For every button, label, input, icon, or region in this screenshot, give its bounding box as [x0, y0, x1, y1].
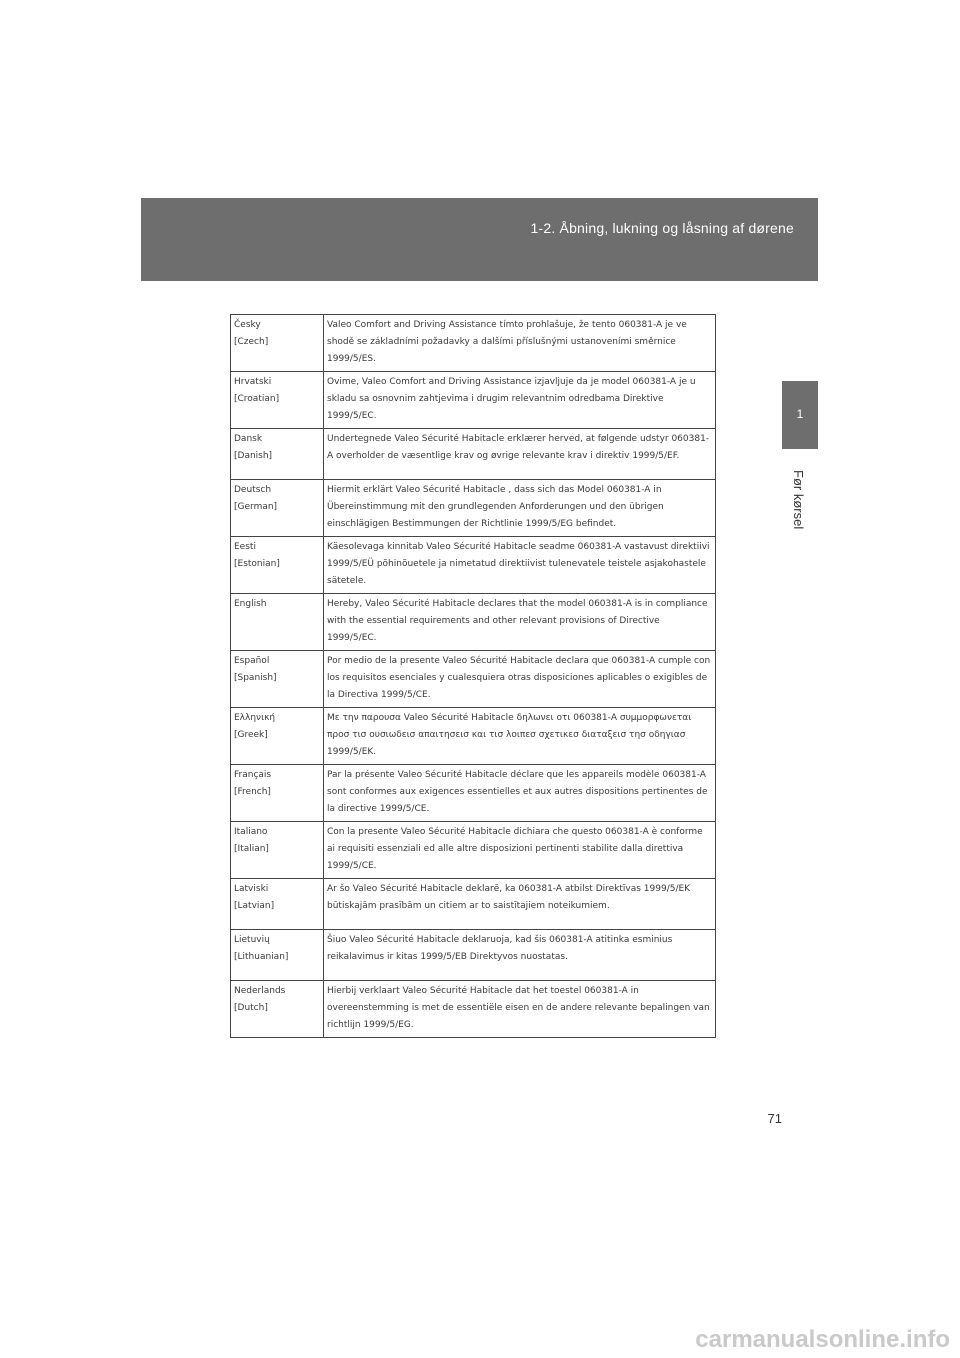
- language-cell: [231, 708, 324, 765]
- table-row: [231, 822, 716, 879]
- language-name: Ελληνική: [234, 713, 276, 723]
- watermark: carmanualsonline.info: [695, 1326, 950, 1353]
- declaration-text: Hiermit erklärt Valeo Sécurité Habitacle , dass sich das Model 060381-A in Übereinstimmung mit den grundlegenden Anforderungen und den übrigen einschlägigen Bestimmungen der Richtlinie 1999/5/EG befindet.: [324, 480, 716, 537]
- table-row: [231, 930, 716, 981]
- language-cell: [231, 429, 324, 480]
- language-english: [Greek]: [234, 730, 268, 740]
- language-name: Italiano: [234, 827, 268, 837]
- section-header-band: [141, 198, 818, 281]
- language-cell: [231, 537, 324, 594]
- declaration-text: Ovime, Valeo Comfort and Driving Assistance izjavljuje da je model 060381-A je u skladu sa osnovnim zahtjevima i drugim relevantnim odredbama Direktive 1999/5/EC.: [324, 372, 716, 429]
- declaration-text: Με την παρουσα Valeo Sécurité Habitacle δηλωνει οτι 060381-A συμμορφωνεται προσ τισ ουσιωδεισ απαιτησεισ και τισ λοιπεσ σχετικεσ διαταξεισ τησ οδηγιασ 1999/5/ΕΚ.: [324, 708, 716, 765]
- language-cell: [231, 651, 324, 708]
- language-cell: [231, 480, 324, 537]
- table-row: [231, 372, 716, 429]
- language-name: Français: [234, 770, 272, 780]
- language-name: Dansk: [234, 434, 263, 444]
- table-row: [231, 594, 716, 651]
- language-cell: [231, 879, 324, 930]
- language-english: [Czech]: [234, 337, 269, 347]
- language-name: Eesti: [234, 542, 256, 552]
- section-title: 1-2. Åbning, lukning og låsning af dørene: [530, 220, 794, 236]
- declaration-text: Ar šo Valeo Sécurité Habitacle deklarē, ka 060381-A atbilst Direktīvas 1999/5/EK būtiskajām prasībām un citiem ar to saistītajiem noteikumiem.: [324, 879, 716, 930]
- language-cell: [231, 822, 324, 879]
- page-number: 71: [767, 1111, 782, 1126]
- declaration-text: Par la présente Valeo Sécurité Habitacle déclare que les appareils modèle 060381-A sont conformes aux exigences essentielles et aux autres dispositions pertinentes de la directive 1999/5/CE.: [324, 765, 716, 822]
- language-english: [German]: [234, 502, 278, 512]
- table-row: [231, 708, 716, 765]
- language-cell: [231, 765, 324, 822]
- declaration-text: Valeo Comfort and Driving Assistance tímto prohlašuje, že tento 060381-A je ve shodě se základními požadavky a dalšími příslušnými ustanoveními směrnice 1999/5/ES.: [324, 315, 716, 372]
- chapter-number: 1: [796, 407, 804, 421]
- table-row: [231, 651, 716, 708]
- language-name: Latviski: [234, 884, 269, 894]
- chapter-label-text: Før kørsel: [791, 470, 806, 530]
- language-english: [Lithuanian]: [234, 952, 289, 962]
- language-name: Lietuvių: [234, 935, 270, 945]
- table-row: [231, 537, 716, 594]
- declaration-text: Hierbij verklaart Valeo Sécurité Habitacle dat het toestel 060381-A in overeenstemming is met de essentiële eisen en de andere relevante bepalingen van richtlijn 1999/5/EG.: [324, 981, 716, 1038]
- language-name: English: [234, 599, 267, 609]
- language-english: [Croatian]: [234, 394, 280, 404]
- chapter-label: [786, 470, 808, 610]
- declaration-text: Hereby, Valeo Sécurité Habitacle declares that the model 060381-A is in compliance with the essential requirements and other relevant provisions of Directive 1999/5/EC.: [324, 594, 716, 651]
- language-name: Nederlands: [234, 986, 286, 996]
- language-name: Español: [234, 656, 270, 666]
- language-cell: [231, 981, 324, 1038]
- language-english: [Estonian]: [234, 559, 280, 569]
- language-cell: [231, 930, 324, 981]
- table-row: [231, 981, 716, 1038]
- language-english: [Danish]: [234, 451, 273, 461]
- language-english: [Italian]: [234, 844, 269, 854]
- language-name: Česky: [234, 320, 261, 330]
- declaration-table: [230, 314, 716, 1038]
- language-english: [Dutch]: [234, 1003, 268, 1013]
- declaration-text: Käesolevaga kinnitab Valeo Sécurité Habitacle seadme 060381-A vastavust direktiivi 1999/5/EÜ põhinõuetele ja nimetatud direktiivist tulenevatele teistele asjakohastele sätetele.: [324, 537, 716, 594]
- language-english: [Spanish]: [234, 673, 277, 683]
- language-english: [Latvian]: [234, 901, 275, 911]
- language-cell: [231, 594, 324, 651]
- language-name: Hrvatski: [234, 377, 272, 387]
- chapter-tab: [782, 381, 818, 449]
- language-cell: [231, 315, 324, 372]
- declaration-text: Por medio de la presente Valeo Sécurité Habitacle declara que 060381-A cumple con los requisitos esenciales y cualesquiera otras disposiciones aplicables o exigibles de la Directiva 1999/5/CE.: [324, 651, 716, 708]
- language-name: Deutsch: [234, 485, 272, 495]
- table-row: [231, 315, 716, 372]
- language-cell: [231, 372, 324, 429]
- table-row: [231, 429, 716, 480]
- language-english: [French]: [234, 787, 271, 797]
- declaration-text: Šiuo Valeo Sécurité Habitacle deklaruoja, kad šis 060381-A atitinka esminius reikalavimus ir kitas 1999/5/EB Direktyvos nuostatas.: [324, 930, 716, 981]
- declaration-text: Undertegnede Valeo Sécurité Habitacle erklærer herved, at følgende udstyr 060381-A overholder de væsentlige krav og øvrige relevante krav i direktiv 1999/5/EF.: [324, 429, 716, 480]
- declaration-text: Con la presente Valeo Sécurité Habitacle dichiara che questo 060381-A è conforme ai requisiti essenziali ed alle altre disposizioni pertinenti stabilite dalla direttiva 1999/5/CE.: [324, 822, 716, 879]
- table-row: [231, 879, 716, 930]
- table-row: [231, 480, 716, 537]
- table-row: [231, 765, 716, 822]
